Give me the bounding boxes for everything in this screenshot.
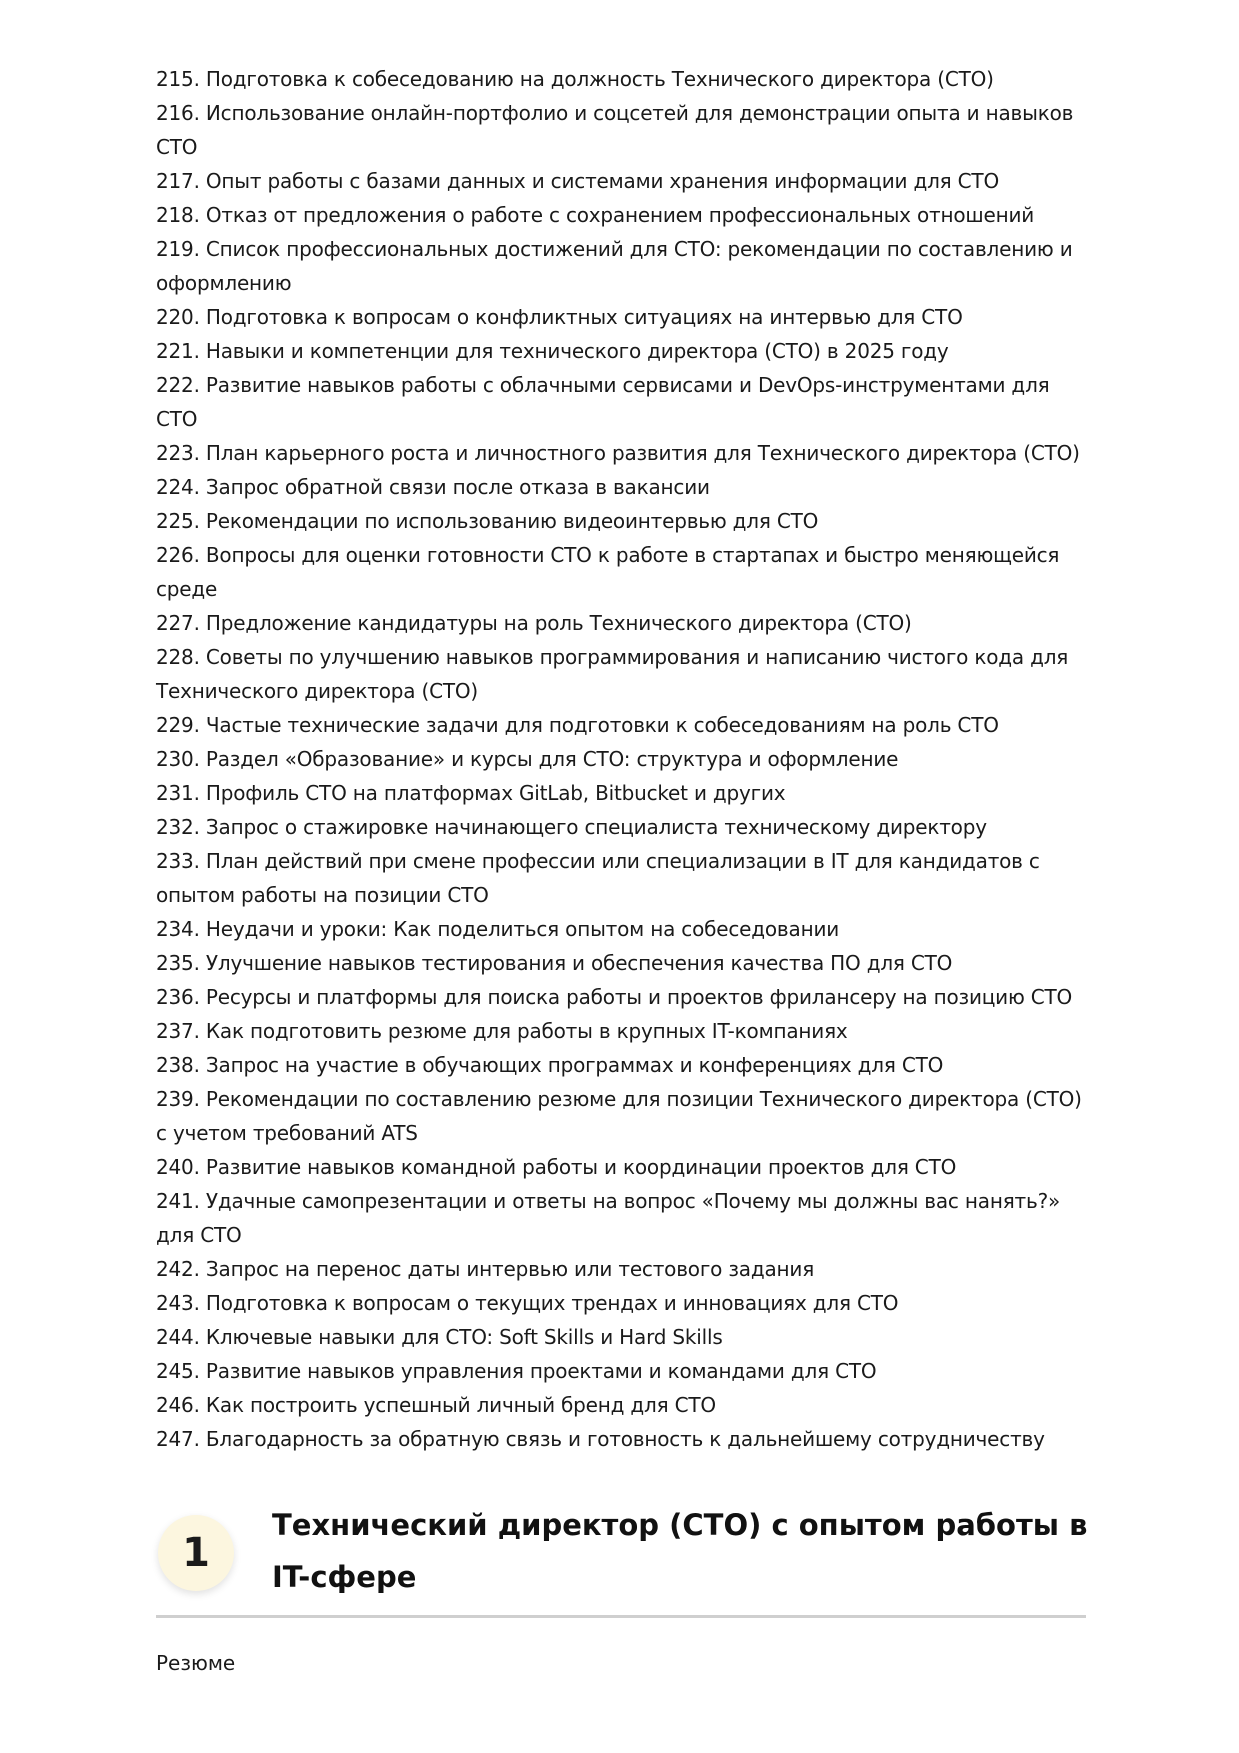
toc-item[interactable]: 223. План карьерного роста и личностного развития для Технического директора (CTO)	[156, 441, 1080, 465]
toc-item[interactable]: 227. Предложение кандидатуры на роль Технического директора (CTO)	[156, 611, 912, 635]
toc-item[interactable]: 242. Запрос на перенос даты интервью или тестового задания	[156, 1257, 815, 1281]
toc-item[interactable]: 237. Как подготовить резюме для работы в крупных IT-компаниях	[156, 1019, 848, 1043]
toc-item[interactable]: 244. Ключевые навыки для CTO: Soft Skills и Hard Skills	[156, 1325, 723, 1349]
toc-item[interactable]: 221. Навыки и компетенции для технического директора (CTO) в 2025 году	[156, 339, 949, 363]
toc-item[interactable]: 228. Советы по улучшению навыков программирования и написанию чистого кода для Технического директора (CTO)	[156, 645, 1069, 703]
toc-item[interactable]: 231. Профиль CTO на платформах GitLab, Bitbucket и других	[156, 781, 786, 805]
toc-item[interactable]: 233. План действий при смене профессии или специализации в IT для кандидатов с опытом работы на позиции CTO	[156, 849, 1040, 907]
toc-item[interactable]: 218. Отказ от предложения о работе с сохранением профессиональных отношений	[156, 203, 1035, 227]
section-subtitle: Резюме	[156, 1651, 236, 1675]
toc-item[interactable]: 239. Рекомендации по составлению резюме для позиции Технического директора (CTO) с учетом требований ATS	[156, 1087, 1082, 1145]
toc-item[interactable]: 235. Улучшение навыков тестирования и обеспечения качества ПО для CTO	[156, 951, 953, 975]
toc-item[interactable]: 216. Использование онлайн-портфолио и соцсетей для демонстрации опыта и навыков CTO	[156, 101, 1074, 159]
toc-item[interactable]: 247. Благодарность за обратную связь и готовность к дальнейшему сотрудничеству	[156, 1427, 1045, 1451]
toc-item[interactable]: 220. Подготовка к вопросам о конфликтных ситуациях на интервью для CTO	[156, 305, 963, 329]
toc-item[interactable]: 225. Рекомендации по использованию видеоинтервью для CTO	[156, 509, 819, 533]
toc-item[interactable]: 215. Подготовка к собеседованию на должность Технического директора (CTO)	[156, 67, 994, 91]
toc-item[interactable]: 232. Запрос о стажировке начинающего специалиста техническому директору	[156, 815, 987, 839]
toc-item[interactable]: 236. Ресурсы и платформы для поиска работы и проектов фрилансеру на позицию CTO	[156, 985, 1073, 1009]
toc-item[interactable]: 234. Неудачи и уроки: Как поделиться опытом на собеседовании	[156, 917, 840, 941]
table-of-contents	[156, 62, 1086, 1456]
toc-item[interactable]: 219. Список профессиональных достижений для CTO: рекомендации по составлению и оформлению	[156, 237, 1073, 295]
toc-item[interactable]: 230. Раздел «Образование» и курсы для CTO: структура и оформление	[156, 747, 899, 771]
toc-item[interactable]: 246. Как построить успешный личный бренд для CTO	[156, 1393, 716, 1417]
toc-item[interactable]: 222. Развитие навыков работы с облачными сервисами и DevOps-инструментами для CTO	[156, 373, 1050, 431]
toc-item[interactable]: 240. Развитие навыков командной работы и координации проектов для CTO	[156, 1155, 957, 1179]
toc-item[interactable]: 226. Вопросы для оценки готовности CTO к работе в стартапах и быстро меняющейся среде	[156, 543, 1060, 601]
toc-item[interactable]: 217. Опыт работы с базами данных и системами хранения информации для CTO	[156, 169, 999, 193]
toc-item[interactable]: 245. Развитие навыков управления проектами и командами для CTO	[156, 1359, 877, 1383]
section-title: Технический директор (CTO) с опытом работы в IT-сфере	[272, 1508, 1088, 1594]
section-header	[156, 1499, 1086, 1618]
toc-item[interactable]: 229. Частые технические задачи для подготовки к собеседованиям на роль CTO	[156, 713, 999, 737]
toc-item[interactable]: 238. Запрос на участие в обучающих программах и конференциях для CTO	[156, 1053, 944, 1077]
toc-item[interactable]: 224. Запрос обратной связи после отказа в вакансии	[156, 475, 710, 499]
section-number-badge: 1	[158, 1515, 234, 1591]
toc-item[interactable]: 241. Удачные самопрезентации и ответы на вопрос «Почему мы должны вас нанять?» для CTO	[156, 1189, 1061, 1247]
toc-item[interactable]: 243. Подготовка к вопросам о текущих трендах и инновациях для CTO	[156, 1291, 899, 1315]
